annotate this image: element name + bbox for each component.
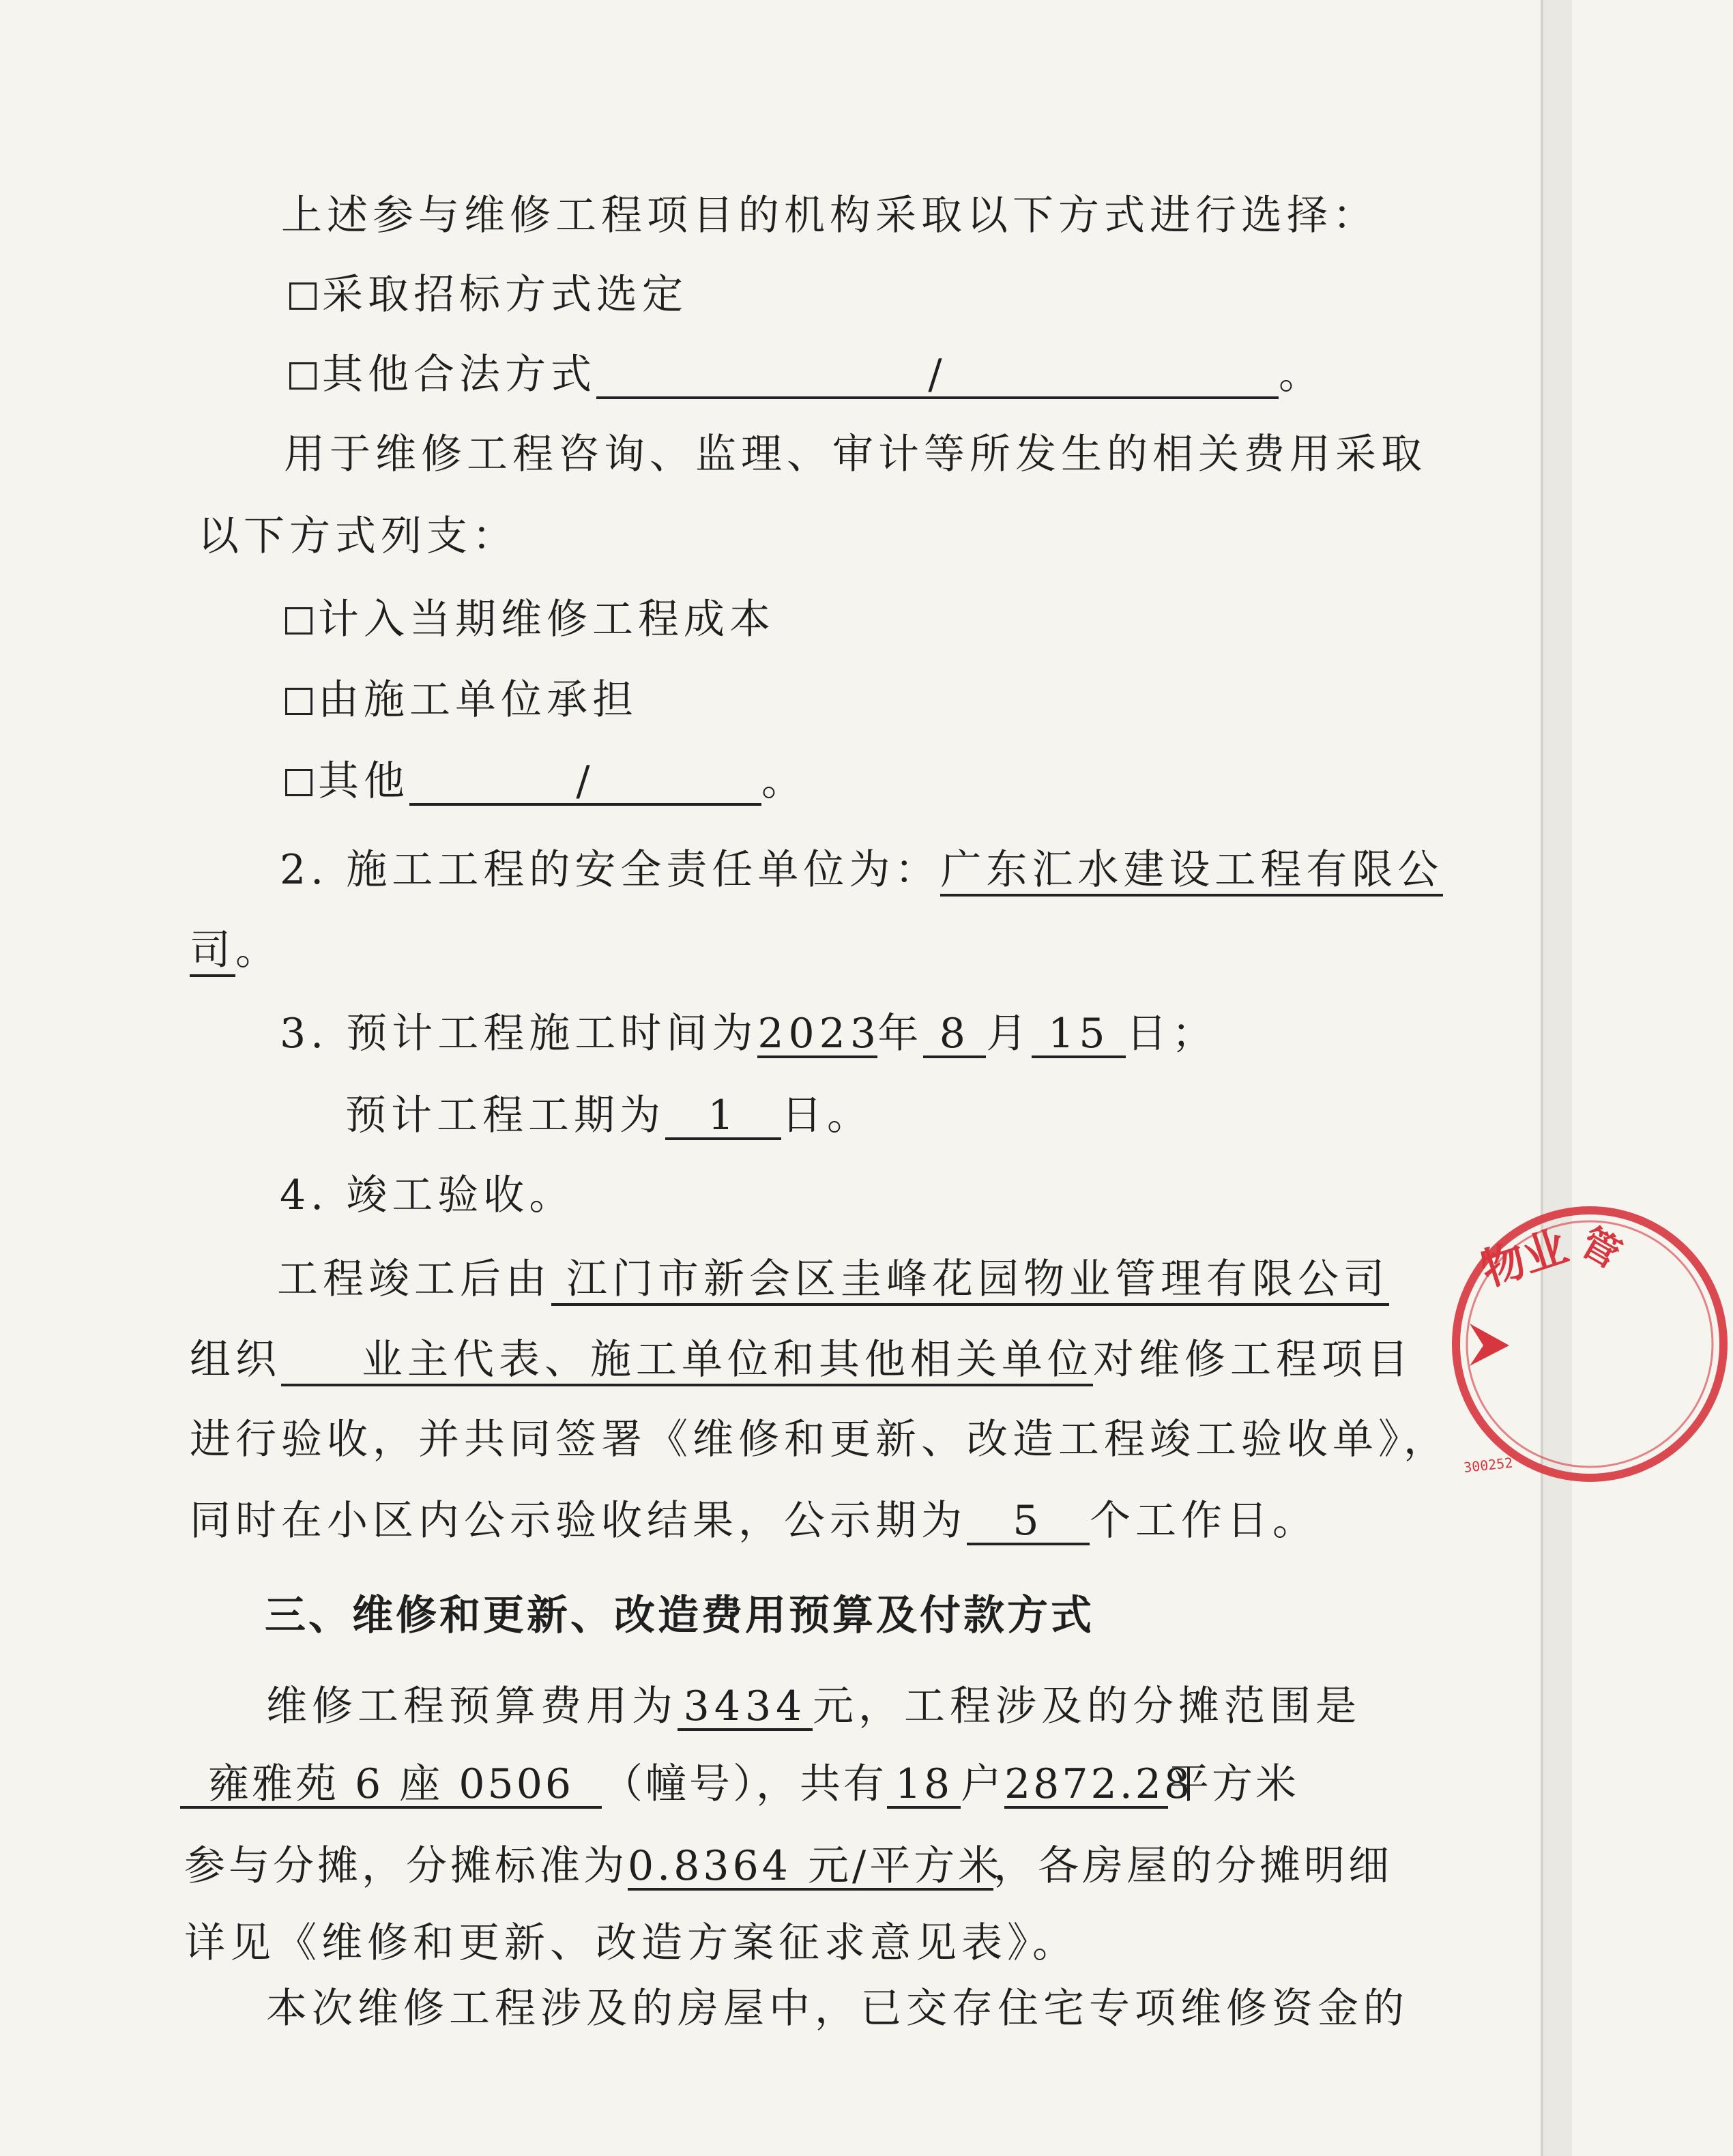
- share-line: [184, 1842, 1393, 1891]
- item-2-period: 。: [235, 927, 281, 974]
- day-unit: 日；: [1126, 1010, 1218, 1058]
- safety-company-part-a: 广东汇水建设工程有限公: [940, 846, 1443, 897]
- item-3-line: [280, 1010, 1218, 1058]
- fee-other-blank: /: [409, 760, 761, 806]
- svg-text:物业: 物业: [1475, 1221, 1574, 1297]
- fee-option-contractor-label: 由施工单位承担: [318, 676, 638, 724]
- start-day: 15: [1032, 1013, 1126, 1058]
- fee-option-other-label: 其他: [318, 757, 409, 805]
- budget-prefix: 维修工程预算费用为: [266, 1682, 678, 1730]
- item-4-line: [280, 1171, 575, 1219]
- fee-option-other[interactable]: [285, 757, 807, 806]
- option-bidding-label: 采取招标方式选定: [322, 271, 688, 319]
- publicity-days: 5: [967, 1500, 1090, 1545]
- duration-line: [345, 1094, 873, 1140]
- company-seal: [1446, 1187, 1733, 1501]
- page-edge: [1543, 0, 1572, 2156]
- acceptance-line: [277, 1255, 1389, 1303]
- other-legal-blank: /: [596, 353, 1279, 399]
- start-year: 2023: [757, 1010, 882, 1058]
- fee-paragraph-line-1: [284, 431, 1427, 478]
- household-unit: 户: [961, 1760, 1004, 1808]
- checkbox-other-legal[interactable]: [289, 362, 317, 390]
- share-prefix: 参与分摊，分摊标准为: [184, 1842, 628, 1890]
- share-suffix: ，各房屋的分摊明细: [993, 1842, 1393, 1890]
- checkbox-bidding[interactable]: [289, 282, 317, 310]
- item-2-line: [280, 846, 1444, 894]
- item-2-continuation: [190, 929, 281, 972]
- fee-option-cost-label: 计入当期维修工程成本: [318, 596, 775, 643]
- organize-line: [190, 1336, 1413, 1384]
- checkbox-fee-contractor[interactable]: [285, 688, 312, 715]
- last-line-text: 本次维修工程涉及的房屋中，已交存住宅专项维修资金的: [266, 1985, 1409, 2033]
- last-line: [266, 1985, 1409, 2033]
- signing-text: 进行验收，并共同签署《维修和更新、改造工程竣工验收单》，: [190, 1416, 1449, 1463]
- publicity-suffix: 个工作日。: [1090, 1497, 1318, 1545]
- fee-paragraph-text-2: 以下方式列支：: [198, 512, 518, 560]
- checkbox-fee-other[interactable]: [285, 769, 312, 796]
- start-month: 8: [923, 1013, 986, 1058]
- selection-intro-line: [281, 192, 1378, 239]
- household-count: 18: [887, 1763, 961, 1809]
- year-unit: 年: [877, 1010, 924, 1058]
- svg-text:管: 管: [1573, 1219, 1628, 1278]
- acceptance-prefix: 工程竣工后由: [277, 1255, 551, 1303]
- company-seal-graphic: [1446, 1187, 1733, 1501]
- organize-parties: 业主代表、施工单位和其他相关单位: [281, 1336, 1093, 1386]
- organize-prefix: 组织: [190, 1336, 281, 1384]
- scope-building: 雍雅苑 6 座 0506: [180, 1763, 602, 1809]
- total-area: 2872.28: [1004, 1760, 1193, 1808]
- detail-text: 详见《维修和更新、改造方案征求意见表》。: [184, 1919, 1078, 1967]
- item-2-prefix: 2. 施工工程的安全责任单位为：: [280, 846, 941, 894]
- organize-suffix: 对维修工程项目: [1093, 1336, 1413, 1384]
- safety-company-part-b: 司: [190, 927, 235, 977]
- duration-prefix: 预计工程工期为: [345, 1092, 665, 1139]
- section-3-title: [265, 1592, 1094, 1640]
- publicity-prefix: 同时在小区内公示验收结果，公示期为: [190, 1497, 967, 1545]
- option-other-legal-label: 其他合法方式: [322, 351, 596, 398]
- duration-days: 1: [665, 1094, 781, 1140]
- scope-line: [180, 1760, 1299, 1809]
- share-rate: 0.8364 元/平方米: [628, 1842, 1003, 1890]
- other-legal-period: 。: [1279, 351, 1324, 398]
- selection-intro-text: 上述参与维修工程项目的机构采取以下方式进行选择：: [281, 192, 1378, 239]
- option-other-legal[interactable]: [289, 353, 1324, 399]
- detail-line: [184, 1919, 1078, 1967]
- scope-mid: （幢号），共有: [602, 1760, 887, 1808]
- checkbox-fee-cost[interactable]: [285, 607, 312, 635]
- duration-unit: 日。: [781, 1092, 873, 1139]
- month-unit: 月: [986, 1010, 1032, 1058]
- acceptance-organizer: 江门市新会区圭峰花园物业管理有限公司: [551, 1255, 1389, 1306]
- budget-line: [266, 1682, 1361, 1731]
- fee-paragraph-line-2: [198, 512, 518, 560]
- area-unit: 平方米: [1168, 1760, 1299, 1808]
- item-4-text: 4. 竣工验收。: [280, 1171, 575, 1219]
- fee-other-period: 。: [761, 757, 807, 805]
- budget-amount: 3434: [678, 1685, 813, 1731]
- option-bidding[interactable]: [289, 271, 688, 319]
- fee-option-contractor[interactable]: [285, 676, 638, 724]
- fee-paragraph-text-1: 用于维修工程咨询、监理、审计等所发生的相关费用采取: [284, 431, 1427, 478]
- item-3-prefix: 3. 预计工程施工时间为: [280, 1010, 758, 1058]
- fee-option-cost[interactable]: [285, 596, 775, 643]
- svg-text:300252: 300252: [1463, 1454, 1514, 1476]
- budget-suffix: 元，工程涉及的分摊范围是: [813, 1682, 1361, 1730]
- section-3-title-text: 三、维修和更新、改造费用预算及付款方式: [265, 1592, 1094, 1640]
- signing-line: [190, 1416, 1449, 1463]
- publicity-line: [190, 1497, 1318, 1545]
